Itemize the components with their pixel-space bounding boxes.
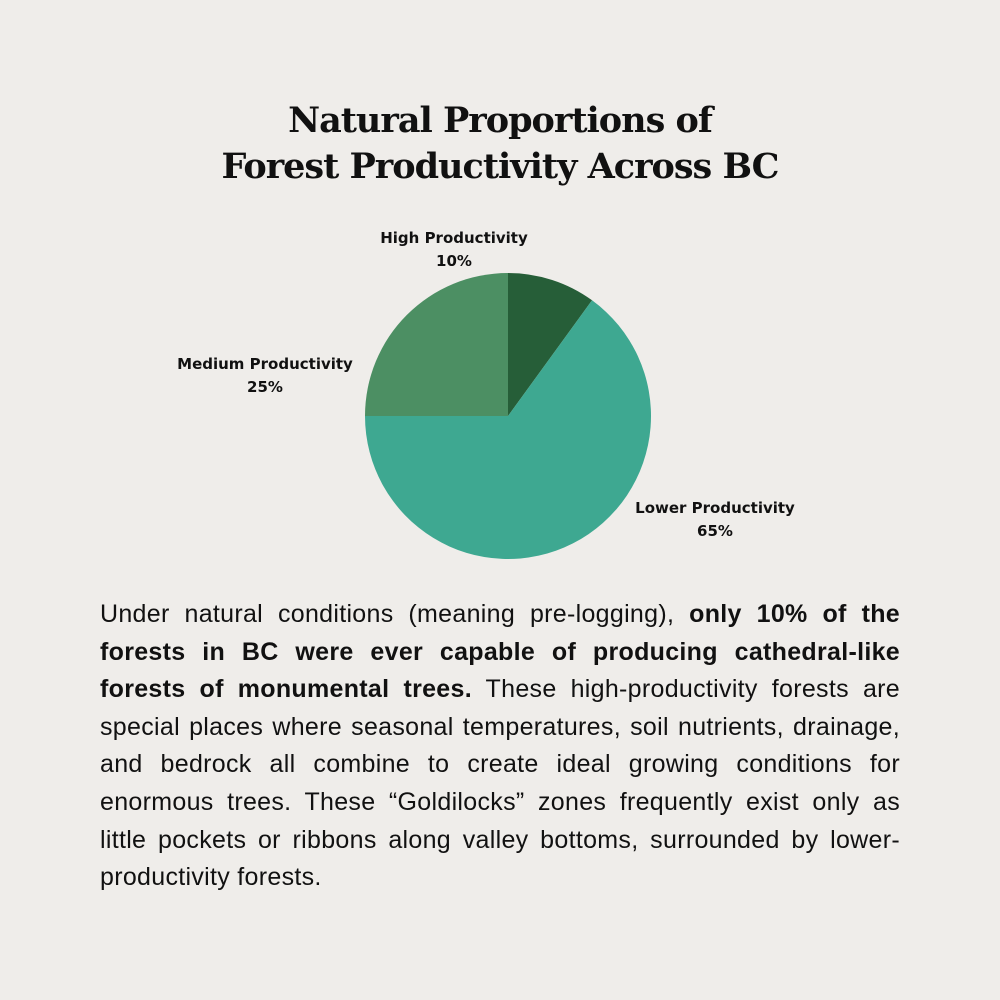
description-text-part-1: Under natural conditions (meaning pre-logging), bbox=[100, 600, 690, 628]
pie-label-medium-productivity-name: Medium Productivity bbox=[177, 355, 353, 373]
chart-title-line-2: Forest Productivity Across BC bbox=[221, 146, 779, 187]
pie-label-high-productivity-name: High Productivity bbox=[380, 229, 528, 247]
chart-title-line-1: Natural Proportions of bbox=[288, 100, 712, 141]
description-text-part-2: These high-productivity forests are special places where seasonal temperatures, soil nutrients, drainage, and bedrock all combine to create ideal growing conditions for enormous trees. These “Goldilocks” zones frequently exist only as little pockets or ribbons along valley bottoms, surrounded by lower-productivity forests. bbox=[100, 675, 900, 892]
description-paragraph bbox=[100, 596, 900, 897]
description-bold-highlight: only 10% of the forests in BC were ever capable of producing cathedral-like forests of monumental trees. bbox=[100, 600, 900, 704]
pie-label-medium-productivity-value: 25% bbox=[247, 378, 283, 396]
pie-label-lower-productivity bbox=[615, 497, 815, 543]
pie-label-high-productivity-value: 10% bbox=[436, 252, 472, 270]
pie-label-lower-productivity-name: Lower Productivity bbox=[635, 499, 795, 517]
pie-label-high-productivity bbox=[354, 227, 554, 273]
pie-slice-medium-productivity bbox=[365, 273, 508, 416]
pie-label-medium-productivity bbox=[155, 353, 375, 399]
pie-label-lower-productivity-value: 65% bbox=[697, 522, 733, 540]
